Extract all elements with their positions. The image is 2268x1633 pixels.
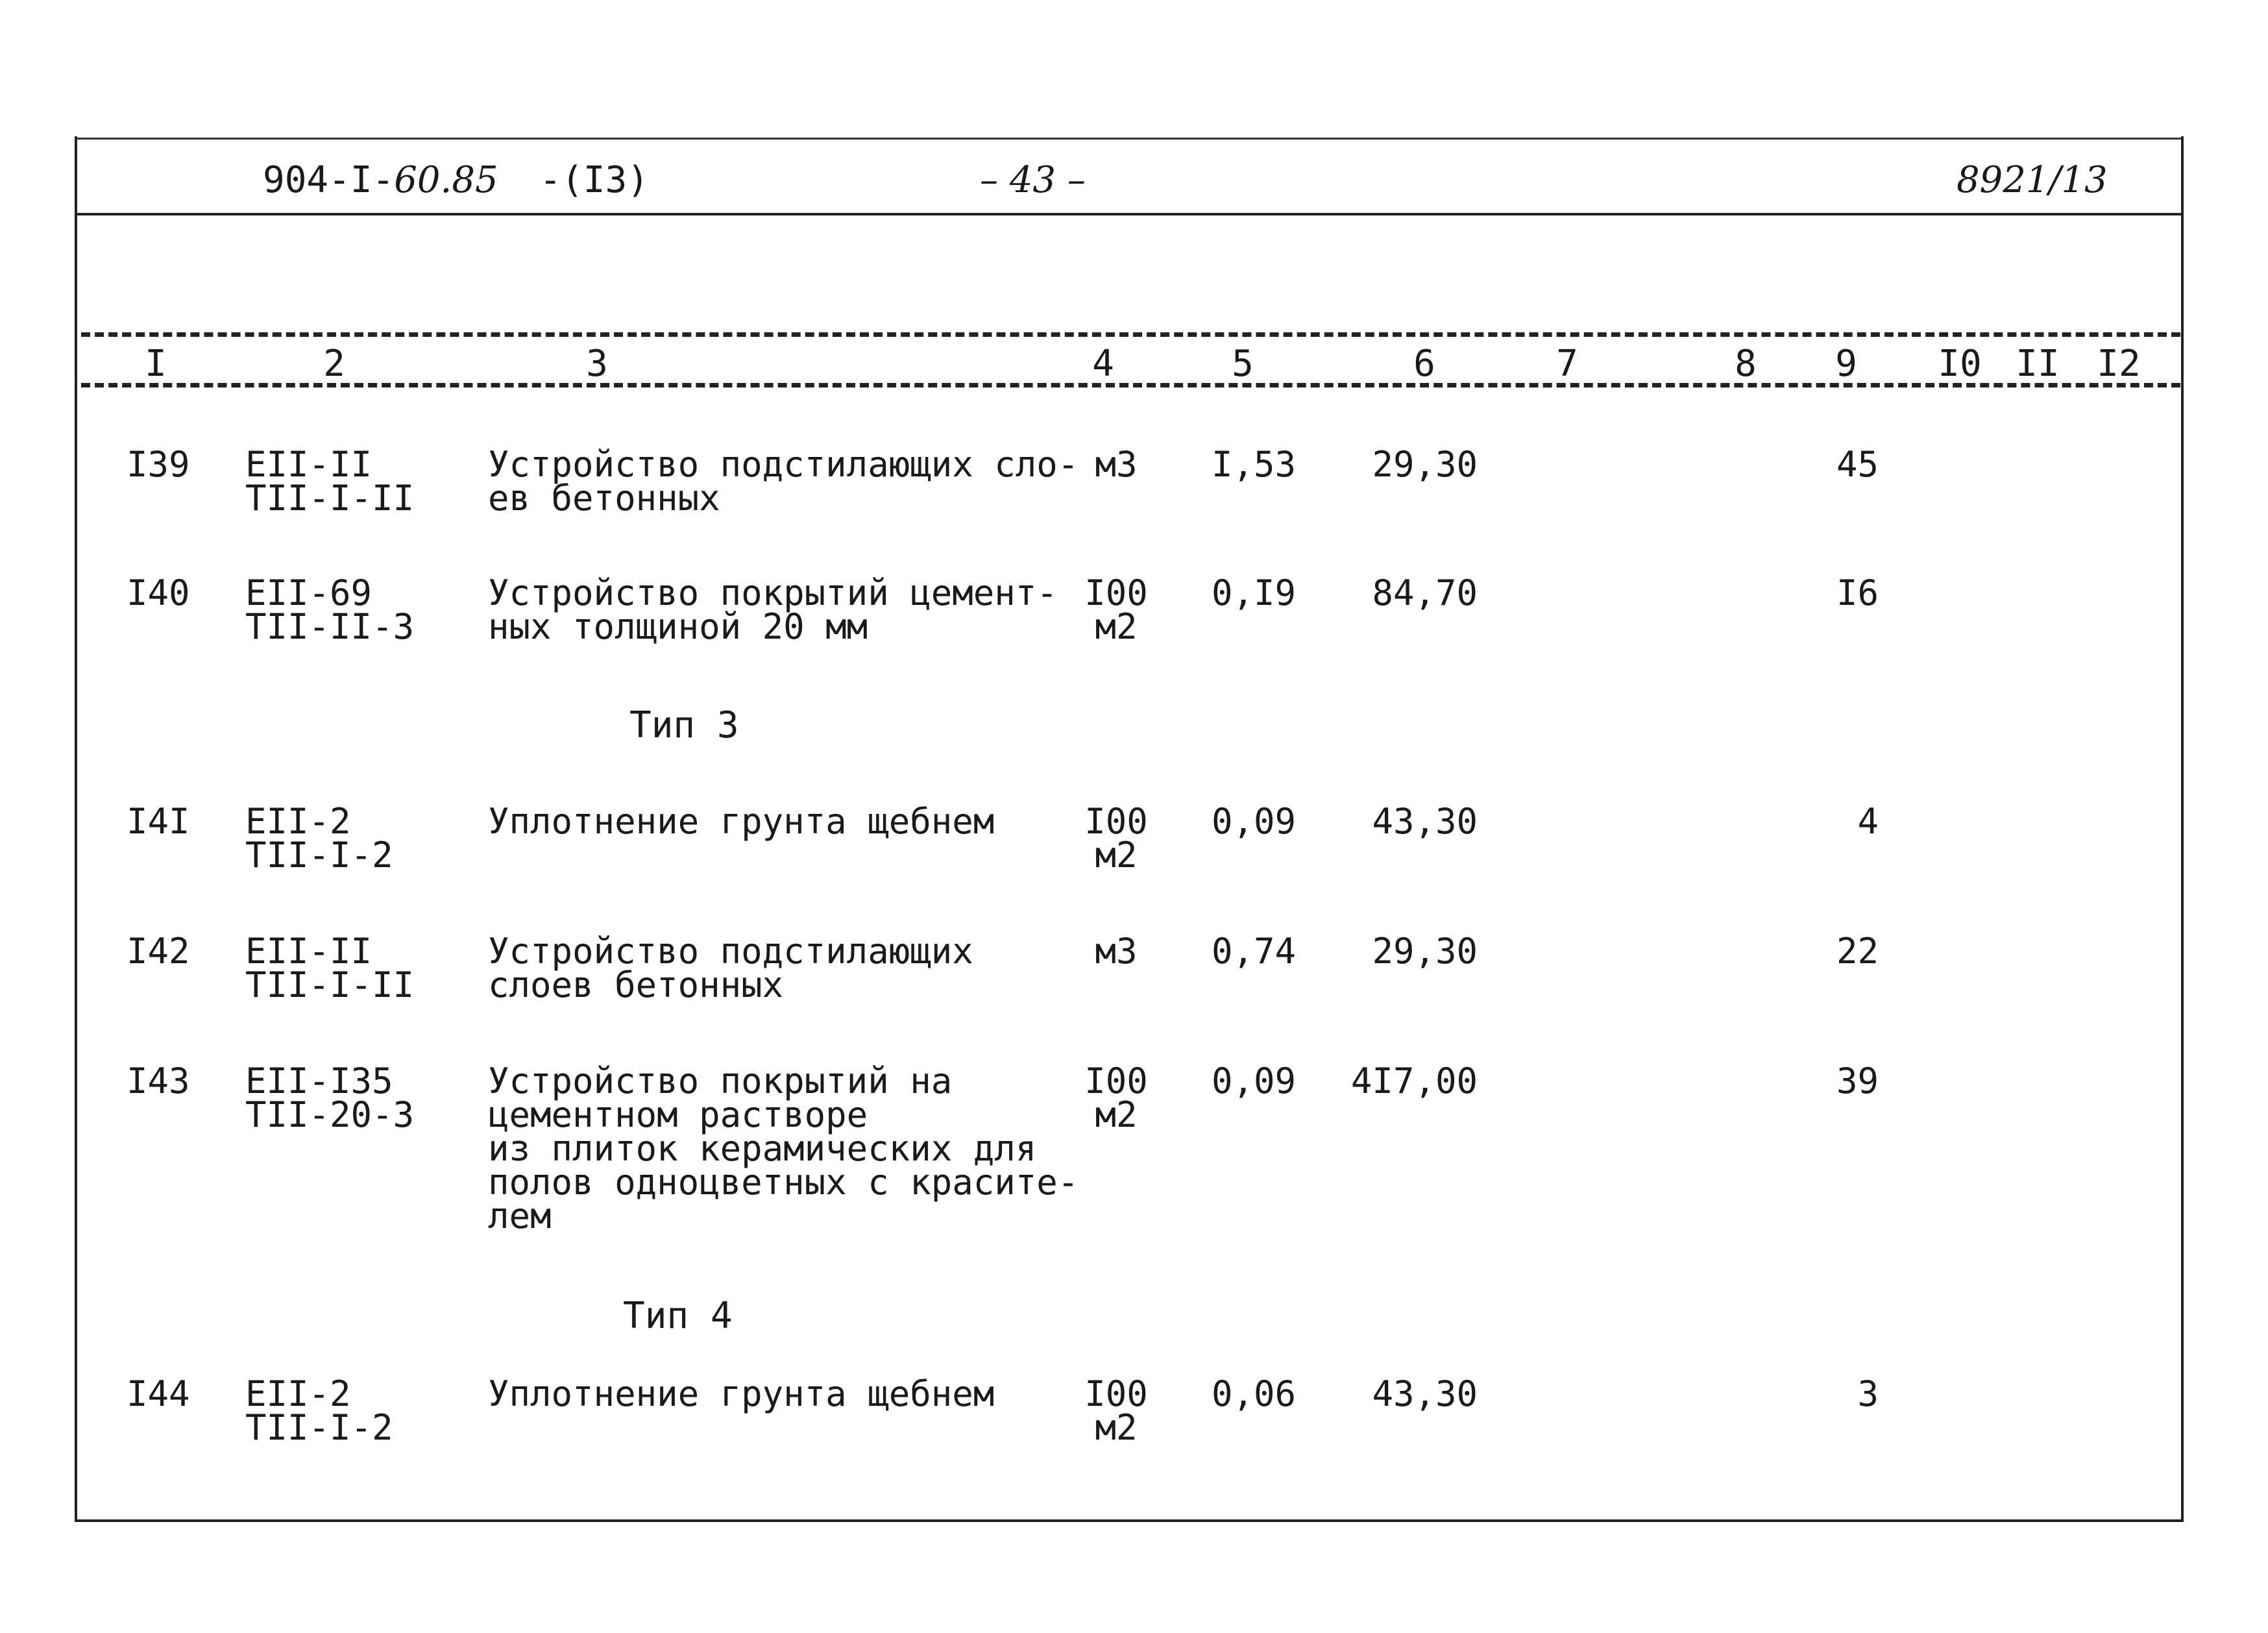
row-unit: м3 <box>1095 931 1138 972</box>
row-number: I43 <box>127 1061 190 1101</box>
row-quantity: 0,74 <box>1211 931 1296 972</box>
column-number-12: I2 <box>2097 343 2141 385</box>
row-unit: I00 м2 <box>1084 1373 1148 1448</box>
row-unit: I00 м2 <box>1084 1061 1148 1135</box>
row-description: Уплотнение грунта щебнем <box>488 801 995 842</box>
row-total: 4 <box>1857 801 1879 842</box>
row-total: 3 <box>1857 1373 1879 1414</box>
row-number: I40 <box>127 572 190 613</box>
column-number-7: 7 <box>1556 343 1578 385</box>
row-quantity: 0,06 <box>1211 1373 1296 1414</box>
doc-code-suffix: -(I3) <box>539 159 649 201</box>
column-number-3: 3 <box>586 343 608 385</box>
row-unit-price: 43,30 <box>1372 801 1478 842</box>
row-code: EII-I35 TII-20-3 <box>245 1061 415 1135</box>
section-heading: Тип 3 <box>629 704 739 746</box>
row-description: Устройство покрытий на цементном растворе из плиток керамических для полов одноцветных с красите- лем <box>488 1061 1079 1236</box>
row-number: I42 <box>127 931 190 972</box>
row-description: Устройство покрытий цемент- ных толщиной 20 мм <box>488 572 1058 647</box>
top-rule <box>77 138 2182 140</box>
row-unit-price: 29,30 <box>1372 931 1478 972</box>
column-number-6: 6 <box>1413 343 1435 385</box>
row-unit-price: 4I7,00 <box>1350 1061 1478 1101</box>
row-code: EII-II TII-I-II <box>245 444 415 519</box>
row-unit: I00 м2 <box>1084 801 1148 876</box>
row-code: EII-69 TII-II-3 <box>245 572 415 647</box>
row-total: 22 <box>1836 931 1879 972</box>
header-rule <box>77 213 2182 215</box>
doc-code-handwritten: 60.85 <box>394 159 498 201</box>
row-quantity: I,53 <box>1211 444 1296 485</box>
row-unit: I00 м2 <box>1084 572 1148 647</box>
row-quantity: 0,09 <box>1211 1061 1296 1101</box>
row-code: EII-2 TII-I-2 <box>245 1373 393 1448</box>
row-number: I39 <box>127 444 190 485</box>
column-number-1: I <box>145 343 167 385</box>
doc-code <box>263 159 649 201</box>
row-quantity: 0,09 <box>1211 801 1296 842</box>
column-header-rule-top <box>81 332 2180 337</box>
row-description: Уплотнение грунта щебнем <box>488 1373 995 1414</box>
row-description: Устройство подстилающих сло- ев бетонных <box>488 444 1079 519</box>
column-number-4: 4 <box>1092 343 1114 385</box>
column-number-2: 2 <box>323 343 345 385</box>
column-number-10: I0 <box>1938 343 1982 385</box>
row-description: Устройство подстилающих слоев бетонных <box>488 931 973 1005</box>
row-code: EII-2 TII-I-2 <box>245 801 393 876</box>
column-header-rule-bottom <box>81 383 2180 387</box>
column-number-11: II <box>2016 343 2060 385</box>
row-unit: м3 <box>1095 444 1138 485</box>
row-total: 45 <box>1836 444 1879 485</box>
row-unit-price: 43,30 <box>1372 1373 1478 1414</box>
section-heading: Тип 4 <box>623 1295 733 1337</box>
page-number: – 43 – <box>980 159 1086 201</box>
row-unit-price: 84,70 <box>1372 572 1478 613</box>
row-total: 39 <box>1836 1061 1879 1101</box>
row-code: EII-II TII-I-II <box>245 931 415 1005</box>
row-number: I4I <box>127 801 190 842</box>
row-number: I44 <box>127 1373 190 1414</box>
row-total: I6 <box>1836 572 1879 613</box>
column-number-8: 8 <box>1735 343 1757 385</box>
column-number-9: 9 <box>1835 343 1857 385</box>
column-number-5: 5 <box>1232 343 1254 385</box>
doc-code-prefix: 904-I- <box>263 159 395 201</box>
inventory-number: 8921/13 <box>1957 159 2108 201</box>
row-unit-price: 29,30 <box>1372 444 1478 485</box>
row-quantity: 0,I9 <box>1211 572 1296 613</box>
